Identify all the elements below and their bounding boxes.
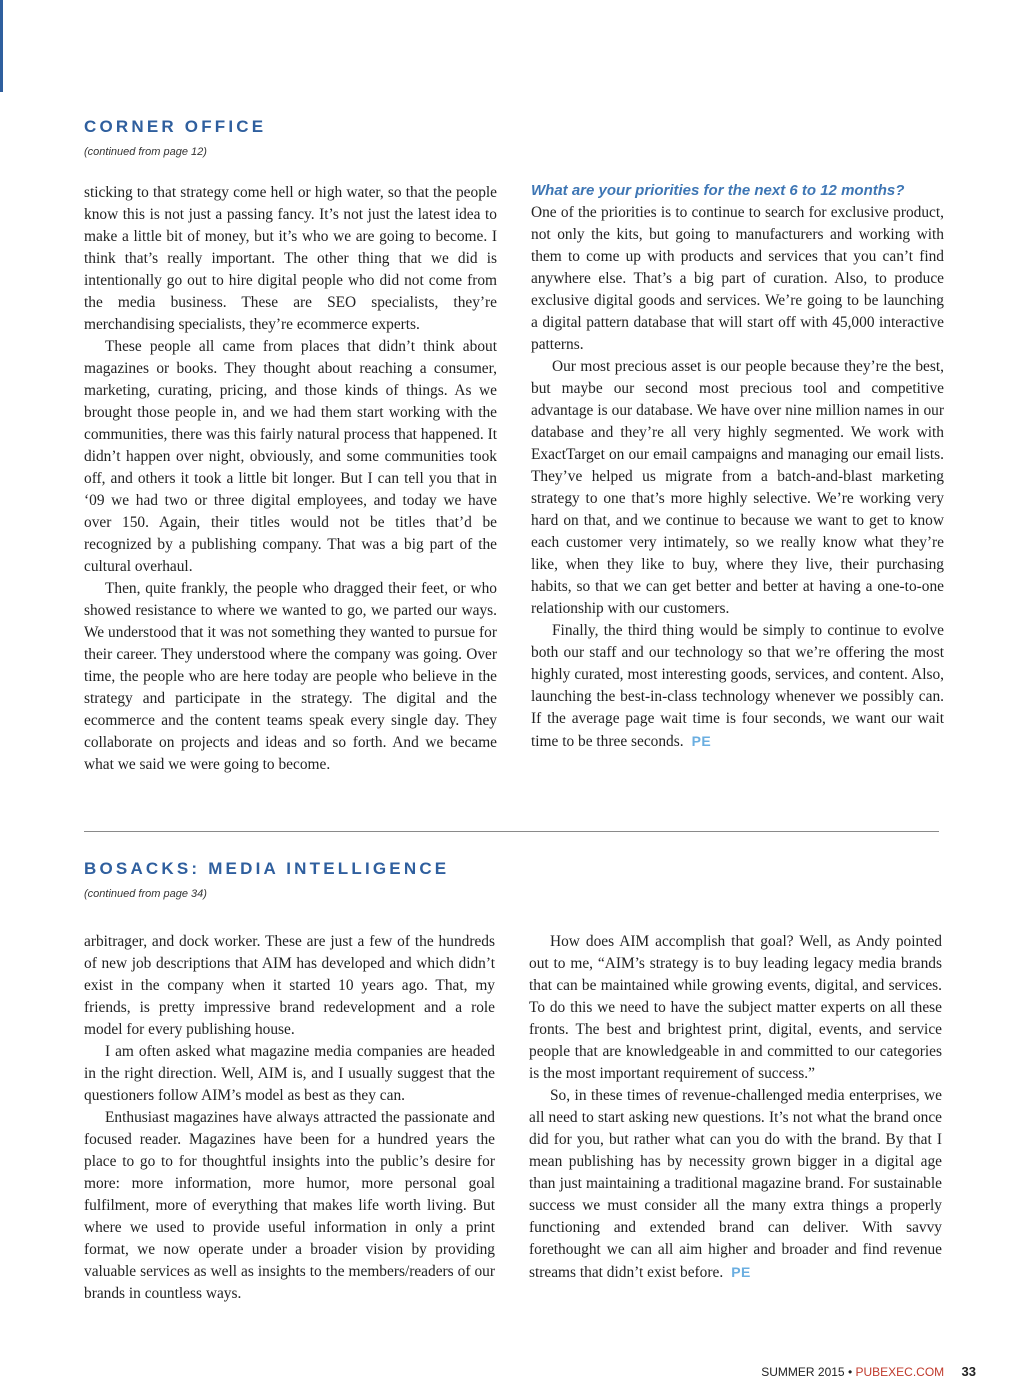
- final-paragraph-text: Finally, the third thing would be simply to continue to evolve both our staff and our technology so that we’re offering the most highly curated, most interesting goods, services, and content. Also, launching the best-in-class technology whenever we possibly can. If the average page wait time is four seconds, we want our wait time to be three seconds.: [531, 622, 944, 750]
- site-name: PUBEXEC.COM: [855, 1365, 945, 1379]
- bosacks-right-column: [529, 931, 942, 1284]
- corner-office-left-column: [84, 182, 497, 776]
- bosacks-continued-note: (continued from page 34): [84, 888, 207, 900]
- article-paragraph-final: [529, 1085, 942, 1284]
- article-paragraph: Our most precious asset is our people because they’re the best, but maybe our second most precious tool and competitive advantage is our database. We have over nine million names in our database and they’re all very highly segmented. We work with ExactTarget on our email campaigns and managing our email lists. They’ve helped us migrate from a batch-and-blast marketing strategy to one that’s more highly selective. We’re working very hard on that, and we continue to because we want to get to know each customer very intimately, so we really know what they’re like, when they like to buy, where they live, their purchasing habits, so that we can get better and better at having a one-to-one relationship with our customers.: [531, 358, 944, 617]
- article-paragraph: How does AIM accomplish that goal? Well, as Andy pointed out to me, “AIM’s strategy is to buy leading legacy media brands that can be maintained while growing events, digital, and services. To do this we need to have the subject matter experts on all these fronts. The best and brightest print, digital, events, and service people that are knowledgeable in and committed to our categories is the most important requirement of success.”: [529, 933, 942, 1082]
- issue-label: SUMMER 2015: [761, 1365, 845, 1379]
- article-paragraph: Then, quite frankly, the people who dragged their feet, or who showed resistance to where we wanted to go, we parted our ways. We understood that it was not something they wanted to pursue for their career. They understood where the company was going. Over time, the people who are here today are people who believe in the strategy and participate in the strategy. The digital and the ecommerce and the content teams speak every single day. They collaborate on projects and ideas and so forth. And we became what we said we were going to become.: [84, 580, 497, 773]
- article-paragraph: arbitrager, and dock worker. These are just a few of the hundreds of new job descriptions that AIM has developed and which didn’t exist in the company when it started 10 years ago. That, my friends, is pretty impressive brand redevelopment and a role model for every publishing house.: [84, 933, 495, 1038]
- final-paragraph-text: So, in these times of revenue-challenged media enterprises, we all need to start asking new questions. It’s not what the brand once did for you, but rather what can you do with the brand. By that I mean publishing has by necessity grown bigger in a digital age than just maintaining a traditional magazine brand. For sustainable success we must consider all the many extra things a properly functioning and extended brand can deliver. With savvy forethought we can all aim higher and broader and find revenue streams that didn’t exist before.: [529, 1087, 942, 1281]
- article-paragraph: One of the priorities is to continue to search for exclusive product, not only the kits, but going to manufacturers and working with them to come up with products and services that you can’t find anywhere else. That’s a big part of curation. Also, to produce exclusive digital goods and services. We’re going to be launching a digital pattern database that will start off with 45,000 interactive patterns.: [531, 204, 944, 353]
- page-number: 33: [961, 1364, 976, 1379]
- end-mark: PE: [731, 1264, 751, 1280]
- article-paragraph-final: [531, 620, 944, 753]
- footer-bullet: •: [847, 1365, 853, 1379]
- article-paragraph: Enthusiast magazines have always attracted the passionate and focused reader. Magazines have been for a hundred years the place to go to for thoughtful insights into the public’s desire for more: more information, more humor, more personal goal fulfilment, more of everything that makes life worth living. But where we used to provide useful information in only a print format, we now operate under a broader vision by providing valuable services as well as insights to the members/readers of our brands in countless ways.: [84, 1109, 495, 1302]
- article-paragraph: sticking to that strategy come hell or high water, so that the people know this is not just a passing fancy. It’s not just the latest idea to make a little bit of money, but it’s who we are going to become. I think that’s really important. The other thing that we did is intentionally go out to hire digital people who did not come from the media business. These are SEO specialists, they’re merchandising specialists, they’re ecommerce experts.: [84, 184, 497, 333]
- page-footer: [761, 1364, 976, 1379]
- corner-office-continued-note: (continued from page 12): [84, 146, 207, 158]
- end-mark: PE: [691, 733, 712, 749]
- interview-question: What are your priorities for the next 6 to 12 months?: [531, 182, 905, 199]
- bosacks-heading: BOSACKS: MEDIA INTELLIGENCE: [84, 859, 450, 878]
- section-divider: [84, 831, 939, 832]
- corner-office-heading: CORNER OFFICE: [84, 117, 267, 136]
- bosacks-left-column: [84, 931, 495, 1305]
- page-edge-accent-line: [0, 0, 3, 92]
- article-paragraph: These people all came from places that didn’t think about magazines or books. They thought about reaching a consumer, marketing, curating, pricing, and those kinds of things. As we brought those people in, and we had them start working with the communities, there was this fairly natural process that happened. It didn’t happen over night, obviously, and some communities took off, and others it took a little bit longer. But I can tell you that in ‘09 we had two or three digital employees, and today we have over 150. Again, their titles would not be titles that’d be recognized by a publishing company. That was a big part of the cultural overhaul.: [84, 338, 497, 575]
- article-paragraph: I am often asked what magazine media companies are headed in the right direction. Well, AIM is, and I usually suggest that the questioners follow AIM’s model as best as they can.: [84, 1043, 495, 1104]
- corner-office-right-column: [531, 180, 944, 753]
